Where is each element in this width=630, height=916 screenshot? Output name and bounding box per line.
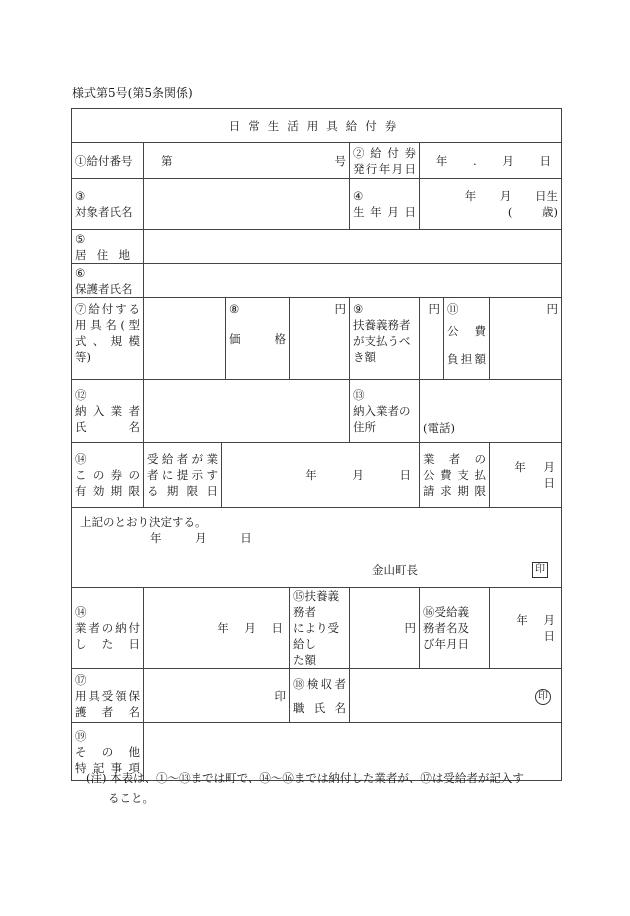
validity-label: ⑭ この券の 有効期限 xyxy=(72,443,144,508)
telephone-label: (電話) xyxy=(423,421,455,435)
delivery-date-label: ⑭ 業者の納付 した日 xyxy=(72,588,144,669)
equipment-name-field[interactable] xyxy=(144,298,226,380)
footnote-line-1: (注) 本表は、①～⑬までは町で、⑭～⑯までは納付した業者が、⑰は受給者が記入す xyxy=(86,771,524,785)
claim-deadline-field[interactable]: 年 月 日 xyxy=(490,443,562,508)
vendor-address-field[interactable] xyxy=(420,380,562,443)
address-field[interactable] xyxy=(144,230,562,264)
mayor-seal-icon: 印 xyxy=(532,562,548,578)
birth-date-field[interactable]: 年 月 日生 ( 歳) xyxy=(420,179,562,230)
subject-name-label: ③ 対象者氏名 xyxy=(72,179,144,230)
guardian-name-field[interactable] xyxy=(144,264,562,298)
subject-name-field[interactable] xyxy=(144,179,350,230)
presentation-deadline-label: 受給者が業 者に提示す る期限日 xyxy=(144,443,222,508)
guardian-received-field[interactable]: 円 xyxy=(350,588,420,669)
vendor-name-field[interactable] xyxy=(144,380,350,443)
recipient-name-date-label: ⑯受給義 務者名及 び年月日 xyxy=(420,588,490,669)
other-remarks-label: ⑲ その他 特記事項 xyxy=(72,723,144,781)
decision-block xyxy=(72,508,562,588)
guardian-received-label: ⑮扶養義務者 により受給し た額 xyxy=(290,588,350,669)
footnote-line-2: ること。 xyxy=(108,791,154,805)
vendor-name-label: ⑫ 納入業者 氏名 xyxy=(72,380,144,443)
decision-text: 上記のとおり決定する。 xyxy=(80,515,207,529)
voucher-number-label: ①給付番号 xyxy=(72,143,144,179)
decision-date: 年 月 日 xyxy=(150,531,252,545)
guardian-name-label: ⑥ 保護者氏名 xyxy=(72,264,144,298)
price-label: ⑧ 価格 xyxy=(226,298,290,380)
delivery-date-field[interactable]: 年 月 日 xyxy=(144,588,290,669)
public-burden-label: ⑪ 公 費 負担額 xyxy=(444,298,490,380)
go-label: 号 xyxy=(334,153,346,168)
form-title: 日常生活用具給付券 xyxy=(72,109,562,143)
issue-date-label: ②給付券 発行年月日 xyxy=(350,143,420,179)
address-label: ⑤ 居住地 xyxy=(72,230,144,264)
form-number-header: 様式第5号(第5条関係) xyxy=(72,86,193,100)
claim-deadline-label: 業者の 公費支払 請求期限 xyxy=(420,443,490,508)
receiving-guardian-label: ⑰ 用具受領保 護者名 xyxy=(72,669,144,723)
inspector-seal-icon: 印 xyxy=(535,689,551,705)
vendor-address-label: ⑬ 納入業者の住所 xyxy=(350,380,420,443)
recipient-name-date-field[interactable]: 年 月 日 xyxy=(490,588,562,669)
birth-date-label: ④ 生年月日 xyxy=(350,179,420,230)
mayor-label: 金山町長 xyxy=(372,563,418,577)
guardian-seal-label: 印 xyxy=(274,688,286,703)
inspector-field[interactable] xyxy=(350,669,562,723)
benefit-voucher-table xyxy=(71,108,562,781)
presentation-deadline-field[interactable]: 年 月 日 xyxy=(222,443,420,508)
voucher-number-field[interactable] xyxy=(144,143,350,179)
guardian-payment-field[interactable]: 円 xyxy=(420,298,444,380)
price-field[interactable]: 円 xyxy=(290,298,350,380)
inspector-label: ⑱検収者 職氏名 xyxy=(290,669,350,723)
dai-label: 第 xyxy=(161,153,173,168)
public-burden-field[interactable]: 円 xyxy=(490,298,562,380)
issue-date-field[interactable]: 年 . 月 日 xyxy=(420,143,562,179)
guardian-payment-label: ⑨ 扶養義務者 が支払うべ き額 xyxy=(350,298,420,380)
receiving-guardian-field[interactable] xyxy=(144,669,290,723)
equipment-name-label: ⑦給付する 用具名(型 式、規模 等) xyxy=(72,298,144,380)
footnote xyxy=(86,768,566,808)
